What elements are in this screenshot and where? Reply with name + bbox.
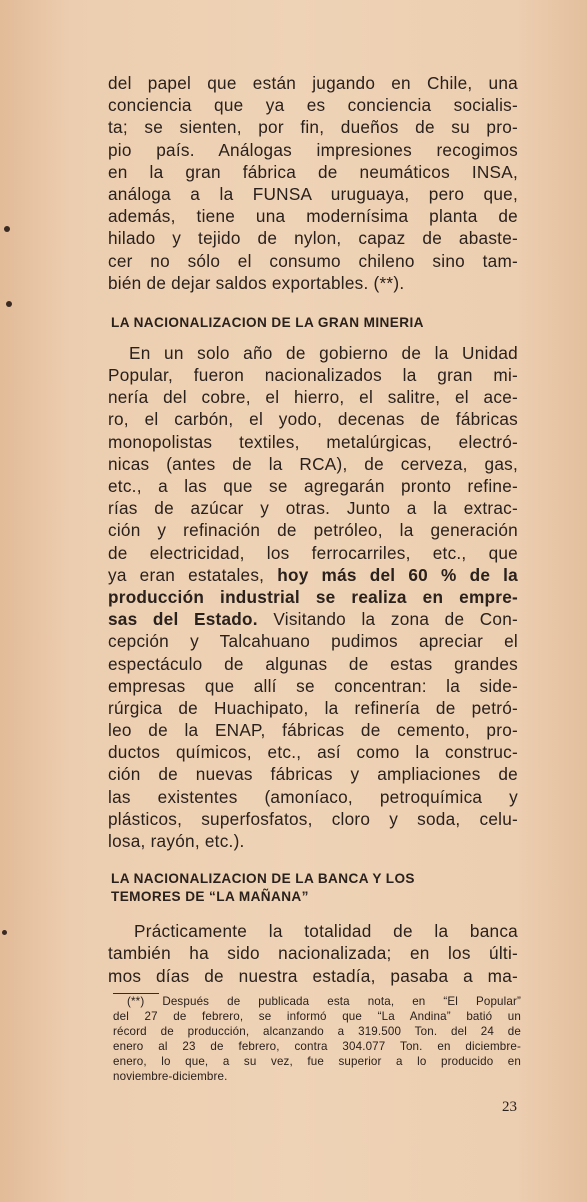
- text-run: ya eran estatales,: [108, 564, 278, 585]
- text-line: hilado y tejido de nylon, capaz de abaste-: [108, 228, 518, 249]
- paragraph-1: [108, 72, 518, 294]
- text-line: nicas (antes de la RCA), de cerveza, gas,: [108, 453, 518, 474]
- text-line: losa, rayón, etc.).: [108, 831, 245, 851]
- text-line: mos días de nuestra estadía, pasaba a ma-: [108, 965, 518, 986]
- article-body: [108, 72, 518, 987]
- text-line: cer no sólo el consumo chileno sino tam-: [108, 250, 518, 271]
- text-line: etc., a las que se agregarán pronto refine-: [108, 476, 518, 496]
- footnote: [113, 994, 521, 1084]
- text-line: ductos químicos, etc., así como la construc-: [108, 742, 518, 763]
- text-line: conciencia que ya es conciencia socialis-: [108, 95, 518, 116]
- text-line: nería del cobre, el hierro, el salitre, el ace-: [108, 387, 518, 408]
- text-line: del papel que están jugando en Chile, una: [108, 73, 518, 93]
- text-line: empresas que allí se concentran: la side-: [108, 675, 518, 696]
- text-line: análoga a la FUNSA uruguaya, pero que,: [108, 183, 518, 204]
- text-line: también ha sido nacionalizada; en los últi-: [108, 943, 518, 964]
- text-line: Prácticamente la totalidad de la banca: [134, 921, 518, 942]
- text-line: [108, 564, 518, 586]
- text-line: producción industrial se realiza en empre-: [108, 586, 518, 607]
- text-line: bién de dejar saldos exportables. (**).: [108, 272, 405, 293]
- footnote-line: (**) Después de publicada esta nota, en “El Popular”: [127, 995, 521, 1008]
- text-line: ción de nuevas fábricas y ampliaciones de: [108, 764, 518, 785]
- section-heading-banca: [111, 870, 518, 906]
- page-number: 23: [502, 1099, 517, 1115]
- text-run: Visitando la zona de Con-: [257, 609, 518, 630]
- text-line: En un solo año de gobierno de la Unidad: [129, 342, 518, 363]
- footnote-line: del 27 de febrero, se informó que “La Andina” batió un: [113, 1010, 521, 1023]
- bold-text-run: hoy más del 60 % de la: [277, 564, 518, 585]
- text-line: Popular, fueron nacionalizados la gran mi-: [108, 365, 518, 386]
- footnote-line: enero al 23 de febrero, contra 304.077 Ton. en diciembre-: [113, 1040, 521, 1053]
- footnote-line: récord de producción, alcanzando a 319.500 Ton. del 24 de: [113, 1025, 521, 1038]
- section-heading-mineria: LA NACIONALIZACION DE LA GRAN MINERIA: [111, 314, 424, 330]
- text-line: ción y refinación de petróleo, la generación: [108, 520, 518, 541]
- text-line: [108, 608, 518, 630]
- paragraph-3: [108, 920, 518, 987]
- margin-spot: [4, 226, 10, 232]
- text-line: rúrgica de Huachipato, la refinería de petró-: [108, 697, 518, 718]
- margin-spot: [2, 930, 7, 935]
- text-line: plásticos, superfosfatos, cloro y soda, celu-: [108, 808, 518, 829]
- text-line: de electricidad, los ferrocarriles, etc., que: [108, 542, 518, 563]
- text-line: espectáculo de algunas de estas grandes: [108, 653, 518, 674]
- text-line: monopolistas textiles, metalúrgicas, electró-: [108, 431, 518, 452]
- text-line: cepción y Talcahuano pudimos apreciar el: [108, 631, 518, 652]
- heading-line: LA NACIONALIZACION DE LA BANCA Y LOS: [111, 871, 415, 887]
- paragraph-2: [108, 342, 518, 852]
- footnote-line: noviembre-diciembre.: [113, 1070, 228, 1083]
- footnote-line: enero, lo que, a su vez, fue superior a lo producido en: [113, 1055, 521, 1068]
- text-line: ro, el carbón, el yodo, decenas de fábricas: [108, 409, 518, 430]
- text-line: las existentes (amoníaco, petroquímica y: [108, 786, 518, 807]
- text-line: ta; se sienten, por fin, dueños de su pro-: [108, 117, 518, 138]
- text-line: en la gran fábrica de neumáticos INSA,: [108, 161, 518, 182]
- text-line: rías de azúcar y otras. Junto a la extrac-: [108, 498, 518, 519]
- text-line: leo de la ENAP, fábricas de cemento, pro-: [108, 720, 518, 741]
- heading-line: TEMORES DE “LA MAÑANA”: [111, 889, 309, 905]
- text-line: pio país. Análogas impresiones recogimos: [108, 139, 518, 160]
- bold-text-run: sas del Estado.: [108, 609, 258, 630]
- margin-spot: [6, 301, 12, 307]
- text-line: además, tiene una modernísima planta de: [108, 206, 518, 227]
